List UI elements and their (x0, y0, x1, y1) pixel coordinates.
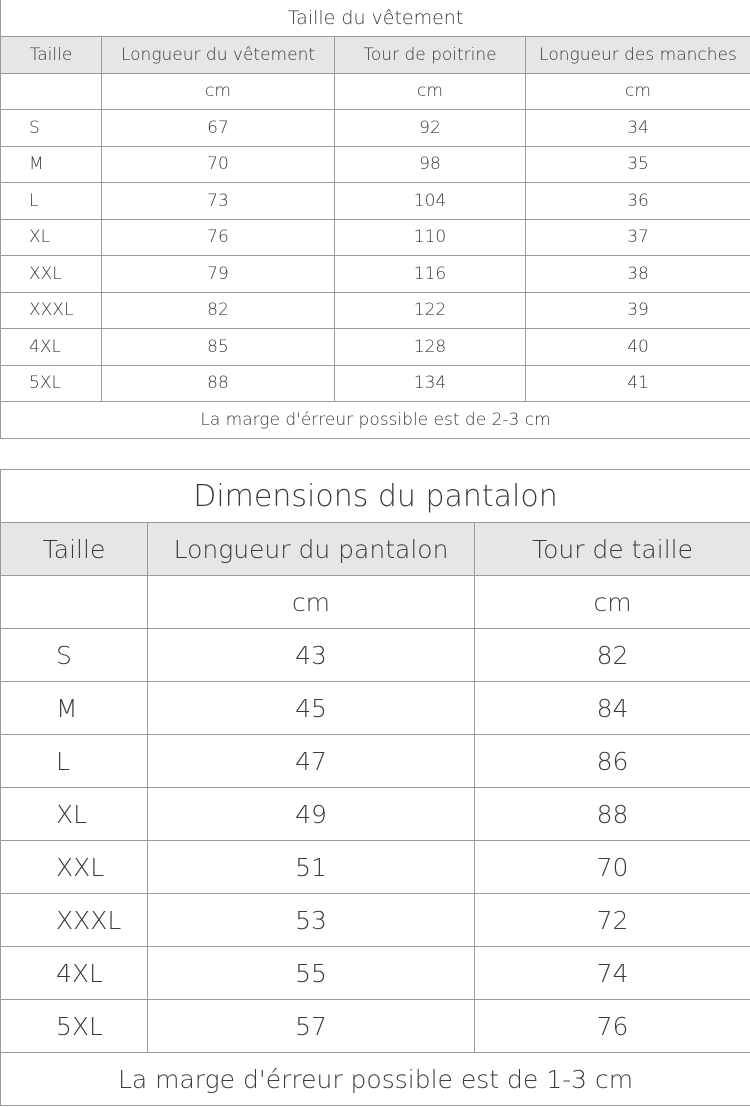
unit-row (1, 73, 750, 110)
table-title-row (1, 0, 750, 37)
value-cell: 57 (148, 1000, 475, 1053)
size-cell: XXL (1, 841, 148, 894)
table-row (1, 146, 750, 183)
unit-cell: cm (335, 73, 526, 110)
value-cell: 88 (102, 365, 335, 402)
size-cell: XXXL (1, 292, 102, 329)
header-cell: Longueur du pantalon (148, 523, 475, 576)
pants-size-table (0, 469, 750, 1106)
value-cell: 86 (475, 735, 750, 788)
table-row (1, 841, 750, 894)
unit-cell (1, 576, 148, 629)
size-cell: 4XL (1, 947, 148, 1000)
table-row (1, 629, 750, 682)
table-row (1, 1000, 750, 1053)
header-cell: Taille (1, 523, 148, 576)
value-cell: 45 (148, 682, 475, 735)
value-cell: 98 (335, 146, 526, 183)
value-cell: 79 (102, 256, 335, 293)
table-row (1, 329, 750, 366)
value-cell: 74 (475, 947, 750, 1000)
table-row (1, 183, 750, 220)
size-cell: L (1, 735, 148, 788)
table-row (1, 682, 750, 735)
note-row (1, 1053, 750, 1106)
header-row (1, 523, 750, 576)
table-title: Dimensions du pantalon (1, 470, 750, 523)
value-cell: 92 (335, 110, 526, 147)
value-cell: 36 (526, 183, 750, 220)
size-cell: L (1, 183, 102, 220)
value-cell: 47 (148, 735, 475, 788)
header-cell: Longueur des manches (526, 37, 750, 74)
value-cell: 76 (475, 1000, 750, 1053)
value-cell: 70 (475, 841, 750, 894)
value-cell: 116 (335, 256, 526, 293)
table-row (1, 735, 750, 788)
value-cell: 70 (102, 146, 335, 183)
unit-row (1, 576, 750, 629)
note-row (1, 402, 750, 439)
value-cell: 122 (335, 292, 526, 329)
size-cell: 4XL (1, 329, 102, 366)
value-cell: 53 (148, 894, 475, 947)
error-margin-note: La marge d'érreur possible est de 1-3 cm (1, 1053, 750, 1106)
table-row (1, 110, 750, 147)
value-cell: 134 (335, 365, 526, 402)
size-cell: 5XL (1, 365, 102, 402)
value-cell: 72 (475, 894, 750, 947)
size-cell: S (1, 110, 102, 147)
header-cell: Taille (1, 37, 102, 74)
size-cell: S (1, 629, 148, 682)
value-cell: 41 (526, 365, 750, 402)
value-cell: 76 (102, 219, 335, 256)
value-cell: 34 (526, 110, 750, 147)
size-cell: XL (1, 788, 148, 841)
table-title-row (1, 470, 750, 523)
value-cell: 37 (526, 219, 750, 256)
error-margin-note: La marge d'érreur possible est de 2-3 cm (1, 402, 750, 439)
value-cell: 82 (102, 292, 335, 329)
header-cell: Tour de taille (475, 523, 750, 576)
size-cell: XXXL (1, 894, 148, 947)
unit-cell: cm (475, 576, 750, 629)
value-cell: 51 (148, 841, 475, 894)
size-cell: M (1, 146, 102, 183)
value-cell: 104 (335, 183, 526, 220)
unit-cell: cm (148, 576, 475, 629)
value-cell: 39 (526, 292, 750, 329)
value-cell: 55 (148, 947, 475, 1000)
table-row (1, 894, 750, 947)
size-cell: M (1, 682, 148, 735)
value-cell: 35 (526, 146, 750, 183)
unit-cell: cm (102, 73, 335, 110)
value-cell: 84 (475, 682, 750, 735)
table-row (1, 256, 750, 293)
header-cell: Tour de poitrine (335, 37, 526, 74)
value-cell: 43 (148, 629, 475, 682)
value-cell: 67 (102, 110, 335, 147)
size-cell: XXL (1, 256, 102, 293)
table-row (1, 788, 750, 841)
value-cell: 82 (475, 629, 750, 682)
value-cell: 128 (335, 329, 526, 366)
header-row (1, 37, 750, 74)
table-row (1, 292, 750, 329)
value-cell: 88 (475, 788, 750, 841)
table-row (1, 219, 750, 256)
table-title: Taille du vêtement (1, 0, 750, 37)
value-cell: 85 (102, 329, 335, 366)
garment-size-table (0, 0, 750, 439)
table-row (1, 365, 750, 402)
unit-cell (1, 73, 102, 110)
size-cell: 5XL (1, 1000, 148, 1053)
header-cell: Longueur du vêtement (102, 37, 335, 74)
unit-cell: cm (526, 73, 750, 110)
value-cell: 38 (526, 256, 750, 293)
value-cell: 49 (148, 788, 475, 841)
value-cell: 40 (526, 329, 750, 366)
size-cell: XL (1, 219, 102, 256)
table-row (1, 947, 750, 1000)
value-cell: 110 (335, 219, 526, 256)
value-cell: 73 (102, 183, 335, 220)
